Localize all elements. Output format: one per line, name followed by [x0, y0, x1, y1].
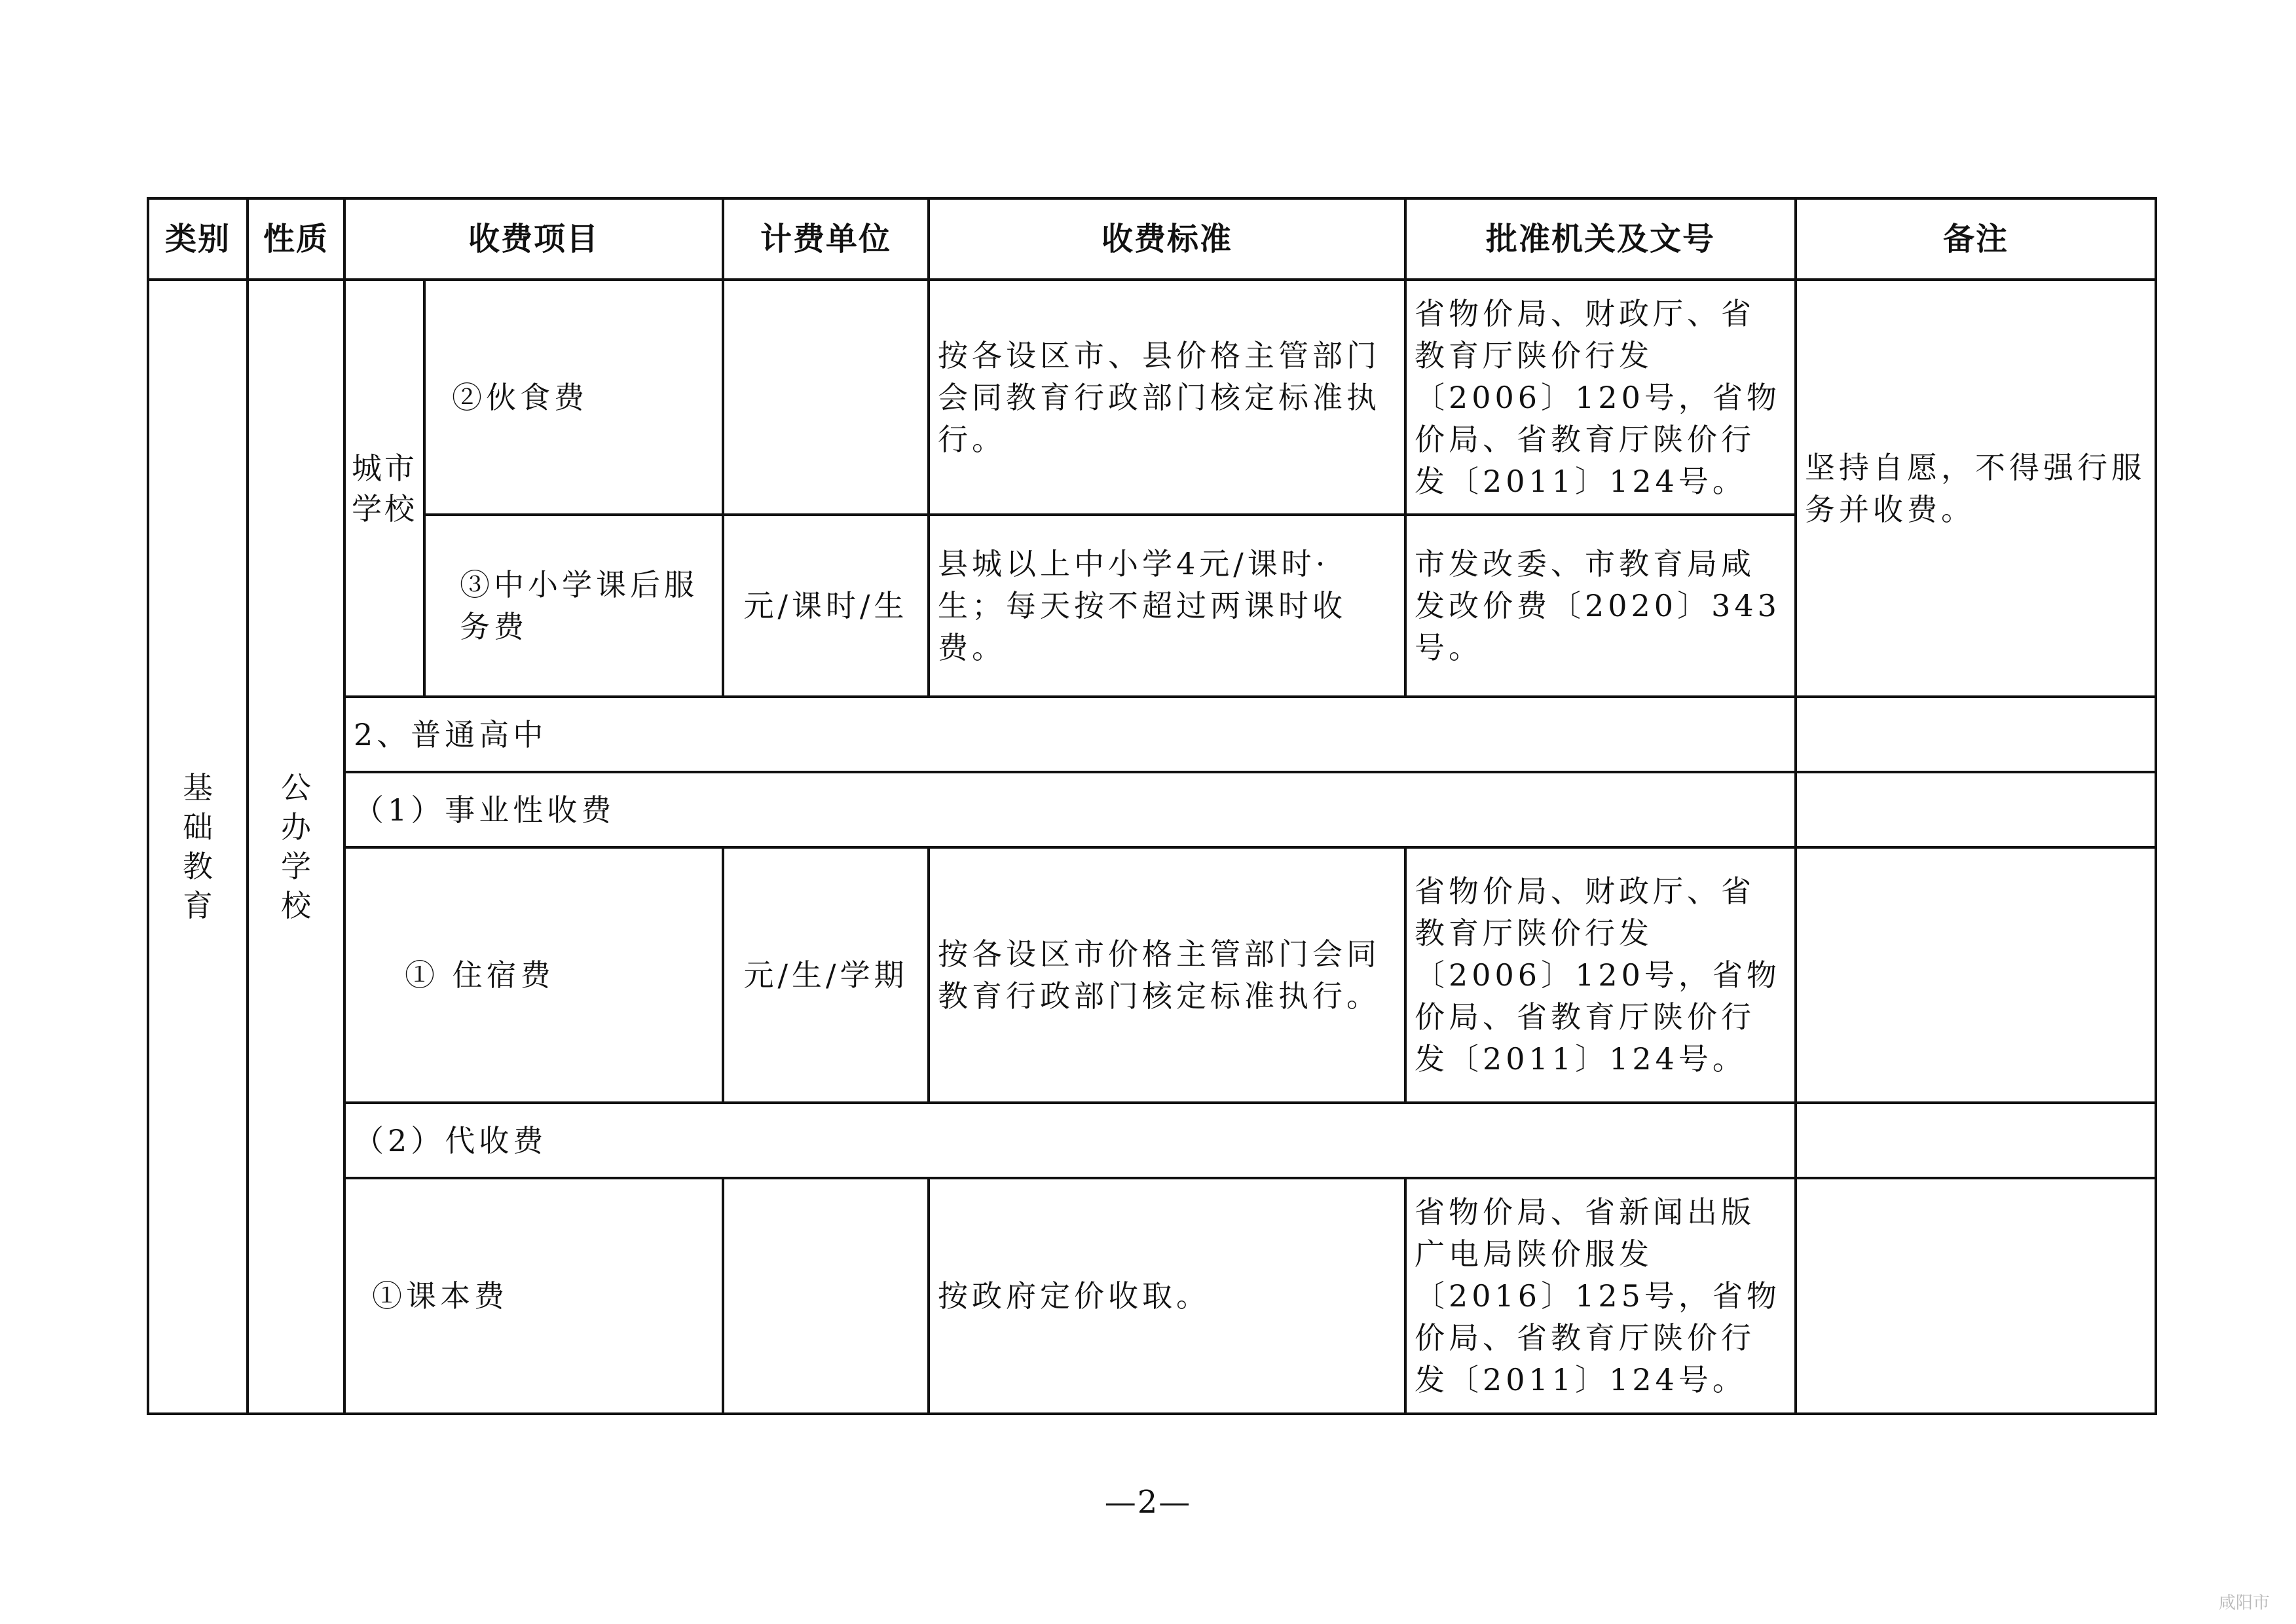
header-authority: 批准机关及文号 — [1405, 198, 1796, 280]
section-row — [148, 772, 2156, 847]
meal-item: ②伙食费 — [424, 280, 723, 515]
dorm-standard: 按各设区市价格主管部门会同教育行政部门核定标准执行。 — [929, 847, 1405, 1103]
meal-unit — [723, 280, 929, 515]
public-fees-heading: （1）事业性收费 — [344, 772, 1796, 847]
header-remark: 备注 — [1796, 198, 2156, 280]
table-row — [148, 847, 2156, 1103]
shared-remark: 坚持自愿，不得强行服务并收费。 — [1796, 280, 2156, 697]
dorm-unit: 元/生/学期 — [723, 847, 929, 1103]
empty-remark — [1796, 1103, 2156, 1178]
fee-table — [147, 197, 2157, 1415]
meal-authority: 省物价局、财政厅、省教育厅陕价行发〔2006〕120号，省物价局、省教育厅陕价行发〔2011〕124号。 — [1405, 280, 1796, 515]
category-cell: 基础教育 — [148, 280, 248, 1414]
textbook-unit — [723, 1178, 929, 1414]
agency-fees-heading: （2）代收费 — [344, 1103, 1796, 1178]
header-category: 类别 — [148, 198, 248, 280]
after-school-unit: 元/课时/生 — [723, 515, 929, 697]
empty-remark — [1796, 1178, 2156, 1414]
dorm-authority: 省物价局、财政厅、省教育厅陕价行发〔2006〕120号，省物价局、省教育厅陕价行发〔2011〕124号。 — [1405, 847, 1796, 1103]
watermark: 咸阳市 — [2218, 1593, 2270, 1613]
city-school-cell: 城市学校 — [344, 280, 424, 697]
table-row — [148, 280, 2156, 515]
empty-remark — [1796, 847, 2156, 1103]
after-school-authority: 市发改委、市教育局咸发改价费〔2020〕343号。 — [1405, 515, 1796, 697]
high-school-heading: 2、普通高中 — [344, 697, 1796, 772]
dorm-item: ① 住宿费 — [344, 847, 723, 1103]
header-nature: 性质 — [248, 198, 344, 280]
section-row — [148, 1103, 2156, 1178]
after-school-standard: 县城以上中小学4元/课时·生；每天按不超过两课时收费。 — [929, 515, 1405, 697]
header-standard: 收费标准 — [929, 198, 1405, 280]
section-row — [148, 697, 2156, 772]
table-row — [148, 1178, 2156, 1414]
empty-remark — [1796, 697, 2156, 772]
header-unit: 计费单位 — [723, 198, 929, 280]
empty-remark — [1796, 772, 2156, 847]
textbook-standard: 按政府定价收取。 — [929, 1178, 1405, 1414]
header-row — [148, 198, 2156, 280]
page-number: —2— — [1104, 1484, 1192, 1521]
textbook-item: ①课本费 — [344, 1178, 723, 1414]
nature-cell: 公办学校 — [248, 280, 344, 1414]
meal-standard: 按各设区市、县价格主管部门会同教育行政部门核定标准执行。 — [929, 280, 1405, 515]
textbook-authority: 省物价局、省新闻出版广电局陕价服发〔2016〕125号，省物价局、省教育厅陕价行发〔2011〕124号。 — [1405, 1178, 1796, 1414]
header-item: 收费项目 — [344, 198, 723, 280]
after-school-item: ③中小学课后服务费 — [424, 515, 723, 697]
